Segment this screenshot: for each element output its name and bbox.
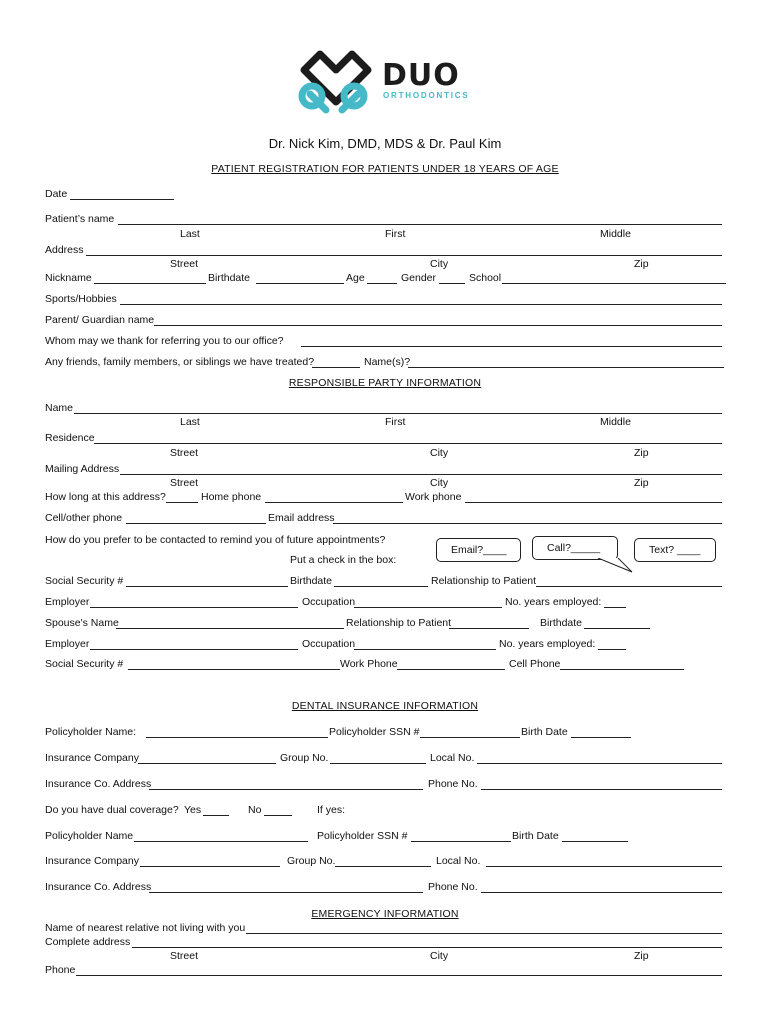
- years2-label: No. years employed:: [499, 638, 596, 650]
- friends-label: Any friends, family members, or siblings we have treated?: [45, 356, 315, 368]
- birthdate-label: Birthdate: [208, 272, 251, 284]
- contact-question: How do you prefer to be contacted to remind you of future appointments?: [45, 534, 386, 546]
- sports-label: Sports/Hobbies: [45, 293, 117, 305]
- yes-label: Yes: [184, 804, 202, 816]
- school-label: School: [469, 272, 502, 284]
- address-label: Address: [45, 244, 84, 256]
- spouse-field[interactable]: [116, 628, 344, 629]
- group2-field[interactable]: [335, 866, 431, 867]
- company-field[interactable]: [138, 763, 276, 764]
- spouse-rel-field[interactable]: [449, 628, 529, 629]
- local-label: Local No.: [430, 752, 475, 764]
- parent-label: Parent/ Guardian name: [45, 314, 155, 326]
- duo-logo-icon: [290, 46, 376, 114]
- holder-ssn-label: Policyholder SSN #: [329, 726, 420, 738]
- em-phone-field[interactable]: [76, 975, 722, 976]
- mailing-field[interactable]: [120, 474, 722, 475]
- email-label: Email address: [268, 512, 335, 524]
- years-label: No. years employed:: [505, 596, 602, 608]
- call-option-box[interactable]: [532, 536, 618, 560]
- employer-label: Employer: [45, 596, 90, 608]
- company2-label: Insurance Company: [45, 855, 139, 867]
- names-label: Name(s)?: [364, 356, 411, 368]
- residence-label: Residence: [45, 432, 95, 444]
- holder-ssn-field[interactable]: [420, 737, 520, 738]
- group-field[interactable]: [330, 763, 426, 764]
- company2-field[interactable]: [140, 866, 280, 867]
- occupation2-field[interactable]: [354, 649, 496, 650]
- date-field[interactable]: [70, 199, 174, 200]
- em-sub-city: City: [430, 950, 449, 962]
- patient-name-field[interactable]: [118, 224, 722, 225]
- res-sub-zip: Zip: [634, 447, 649, 459]
- res-sub-city: City: [430, 447, 449, 459]
- cell-label: Cell/other phone: [45, 512, 123, 524]
- holder-field[interactable]: [146, 737, 328, 738]
- phone2-field[interactable]: [481, 892, 722, 893]
- mail-sub-zip: Zip: [634, 477, 649, 489]
- insurance-heading: DENTAL INSURANCE INFORMATION: [291, 700, 479, 712]
- form-title: PATIENT REGISTRATION FOR PATIENTS UNDER 18 YEARS OF AGE: [211, 163, 559, 175]
- group-label: Group No.: [280, 752, 329, 764]
- mailing-label: Mailing Address: [45, 463, 120, 475]
- address-field[interactable]: [86, 255, 722, 256]
- ins-address2-field[interactable]: [149, 892, 423, 893]
- resp-birthdate-label: Birthdate: [290, 575, 333, 587]
- yes-field[interactable]: [203, 815, 229, 816]
- dual-label: Do you have dual coverage?: [45, 804, 179, 816]
- birth2-label: Birth Date: [512, 830, 559, 842]
- birth-field[interactable]: [571, 737, 631, 738]
- local-field[interactable]: [477, 763, 722, 764]
- resp-name-field[interactable]: [74, 413, 722, 414]
- ifyes-label: If yes:: [317, 804, 346, 816]
- referral-field[interactable]: [301, 346, 722, 347]
- birthdate-field[interactable]: [256, 283, 344, 284]
- holder-label: Policyholder Name:: [45, 726, 137, 738]
- ins-address-field[interactable]: [149, 789, 423, 790]
- nickname-label: Nickname: [45, 272, 92, 284]
- employer2-label: Employer: [45, 638, 90, 650]
- spouse-birth-field[interactable]: [584, 628, 650, 629]
- text-option-box[interactable]: [634, 538, 716, 562]
- email-option-box[interactable]: [436, 538, 521, 562]
- phone-field[interactable]: [481, 789, 722, 790]
- mail-sub-city: City: [430, 477, 449, 489]
- call-option-label: Call?_____: [547, 542, 601, 554]
- check-instruction: Put a check in the box:: [290, 554, 397, 566]
- gender-field[interactable]: [439, 283, 465, 284]
- home-phone-field[interactable]: [265, 502, 403, 503]
- holder-ssn2-label: Policyholder SSN #: [317, 830, 408, 842]
- cell-phone-label: Cell Phone: [509, 658, 561, 670]
- emergency-heading: EMERGENCY INFORMATION: [311, 908, 459, 920]
- no-field[interactable]: [264, 815, 292, 816]
- relationship-label: Relationship to Patient: [431, 575, 537, 587]
- resp-sub-first: First: [385, 416, 406, 428]
- referral-label: Whom may we thank for referring you to our office?: [45, 335, 284, 347]
- birth-label: Birth Date: [521, 726, 568, 738]
- local2-label: Local No.: [436, 855, 481, 867]
- mail-sub-street: Street: [170, 477, 199, 489]
- years-field[interactable]: [604, 607, 626, 608]
- ins-address2-label: Insurance Co. Address: [45, 881, 152, 893]
- occupation-field[interactable]: [354, 607, 502, 608]
- spouse-birth-label: Birthdate: [540, 617, 583, 629]
- cell-phone-field[interactable]: [560, 669, 684, 670]
- local2-field[interactable]: [486, 866, 722, 867]
- sub-city: City: [430, 258, 449, 270]
- patient-name-label: Patient’s name: [45, 213, 115, 225]
- home-phone-label: Home phone: [201, 491, 262, 503]
- email-field[interactable]: [333, 523, 722, 524]
- work-phone-field[interactable]: [465, 502, 722, 503]
- employer2-field[interactable]: [90, 649, 298, 650]
- no-label: No: [248, 804, 262, 816]
- age-field[interactable]: [367, 283, 397, 284]
- doctor-names: Dr. Nick Kim, DMD, MDS & Dr. Paul Kim: [268, 136, 502, 151]
- how-long-label: How long at this address?: [45, 491, 166, 503]
- em-sub-zip: Zip: [634, 950, 649, 962]
- holder2-field[interactable]: [134, 841, 308, 842]
- resp-sub-middle: Middle: [600, 416, 631, 428]
- logo-wordmark: DUO: [382, 58, 460, 93]
- logo-subtitle: ORTHODONTICS: [383, 91, 470, 100]
- relative-field[interactable]: [246, 933, 722, 934]
- sports-field[interactable]: [120, 304, 722, 305]
- spouse-rel-label: Relationship to Patient: [346, 617, 452, 629]
- resp-sub-last: Last: [180, 416, 200, 428]
- parent-field[interactable]: [154, 325, 722, 326]
- years2-field[interactable]: [598, 649, 626, 650]
- sub-zip: Zip: [634, 258, 649, 270]
- sub-street: Street: [170, 258, 199, 270]
- gender-label: Gender: [401, 272, 437, 284]
- email-option-label: Email?____: [451, 544, 507, 556]
- how-long-field[interactable]: [166, 502, 198, 503]
- speech-pointer-icon: [596, 558, 636, 574]
- relationship-field[interactable]: [536, 586, 722, 587]
- occupation-label: Occupation: [302, 596, 356, 608]
- ssn-label: Social Security #: [45, 575, 124, 587]
- employer-field[interactable]: [90, 607, 298, 608]
- em-sub-street: Street: [170, 950, 199, 962]
- company-label: Insurance Company: [45, 752, 139, 764]
- res-sub-street: Street: [170, 447, 199, 459]
- phone2-label: Phone No.: [428, 881, 478, 893]
- cell-field[interactable]: [126, 523, 266, 524]
- friends-field[interactable]: [312, 367, 360, 368]
- ssn2-field[interactable]: [128, 669, 340, 670]
- residence-field[interactable]: [94, 443, 722, 444]
- work-phone2-label: Work Phone: [340, 658, 398, 670]
- ssn2-label: Social Security #: [45, 658, 124, 670]
- responsible-heading: RESPONSIBLE PARTY INFORMATION: [288, 377, 482, 389]
- complete-address-field[interactable]: [132, 947, 722, 948]
- school-field[interactable]: [502, 283, 726, 284]
- birth2-field[interactable]: [562, 841, 628, 842]
- group2-label: Group No.: [287, 855, 336, 867]
- sub-first: First: [385, 228, 406, 240]
- sub-middle: Middle: [600, 228, 631, 240]
- resp-birthdate-field[interactable]: [334, 586, 428, 587]
- holder-ssn2-field[interactable]: [411, 841, 511, 842]
- ins-address-label: Insurance Co. Address: [45, 778, 152, 790]
- relative-label: Name of nearest relative not living with you: [45, 922, 246, 934]
- ssn-field[interactable]: [126, 586, 288, 587]
- work-phone2-field[interactable]: [397, 669, 505, 670]
- names-field[interactable]: [408, 367, 724, 368]
- occupation2-label: Occupation: [302, 638, 356, 650]
- nickname-field[interactable]: [94, 283, 206, 284]
- spouse-label: Spouse's Name: [45, 617, 119, 629]
- holder2-label: Policyholder Name: [45, 830, 134, 842]
- resp-name-label: Name: [45, 402, 74, 414]
- em-phone-label: Phone: [45, 964, 76, 976]
- age-label: Age: [346, 272, 365, 284]
- sub-last: Last: [180, 228, 200, 240]
- text-option-label: Text? ____: [649, 544, 701, 556]
- phone-label: Phone No.: [428, 778, 478, 790]
- complete-address-label: Complete address: [45, 936, 131, 948]
- work-phone-label: Work phone: [405, 491, 462, 503]
- date-label: Date: [45, 188, 68, 200]
